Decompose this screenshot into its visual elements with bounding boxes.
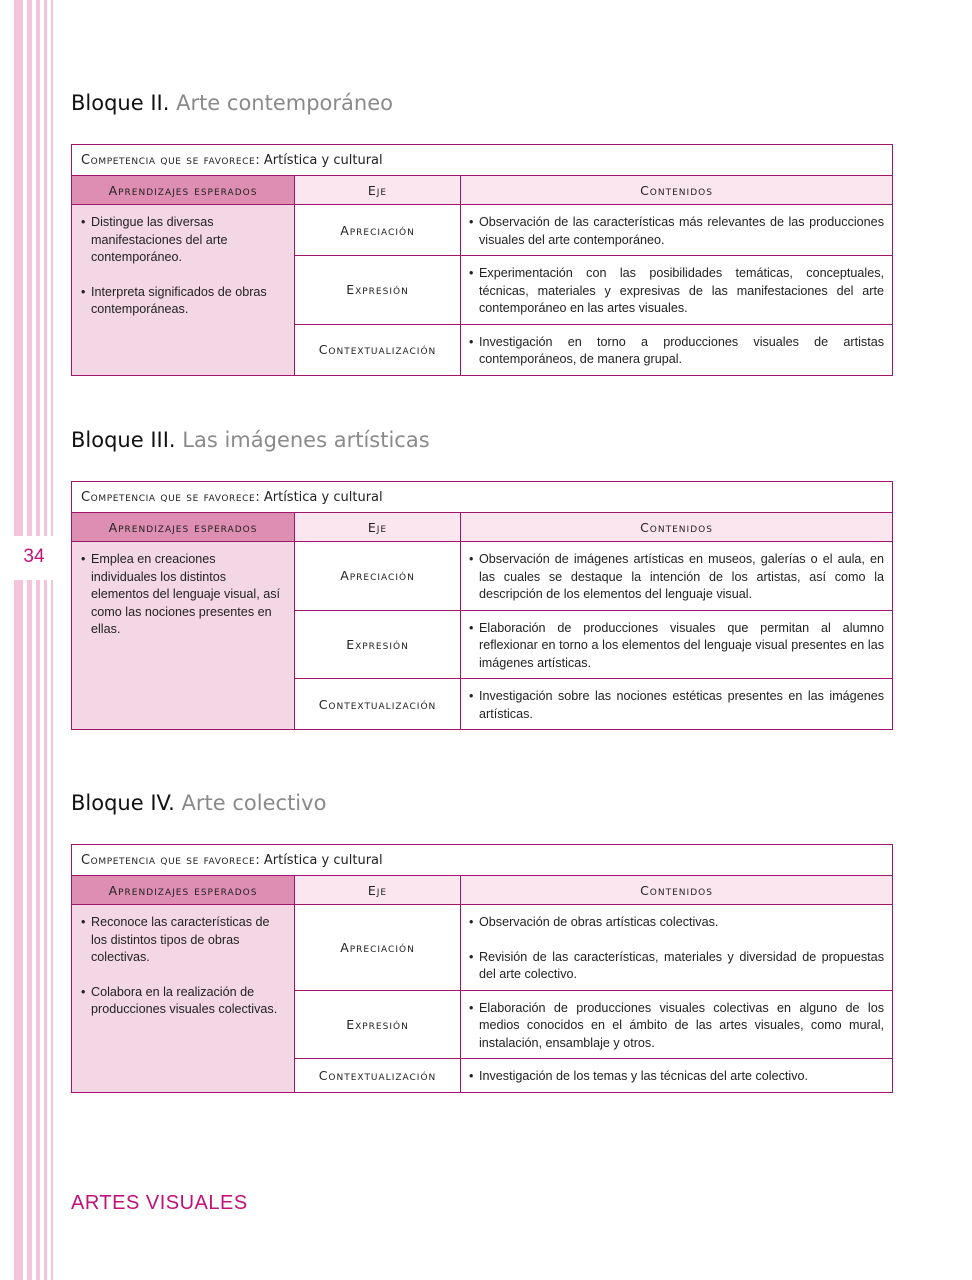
list-item: • Interpreta significados de obras contemporáneas. — [81, 284, 267, 316]
header-contenidos: Contenidos — [461, 876, 893, 905]
contenidos-cell — [461, 610, 893, 679]
aprendizajes-cell — [72, 905, 295, 1093]
eje-cell: Apreciación — [295, 205, 461, 256]
competencia-label: Competencia que se favorece — [81, 489, 256, 505]
list-item: • Revisión de las características, materiales y diversidad de propuestas del arte colectivo. — [469, 949, 884, 981]
list-item: • Elaboración de producciones visuales que permitan al alumno reflexionar en torno a los elementos del lenguaje visual presentes en las imágenes artísticas. — [469, 620, 884, 670]
contenidos-cell — [461, 256, 893, 325]
block-title — [71, 91, 393, 115]
block-subtitle: Arte colectivo — [181, 791, 327, 815]
block-title — [71, 428, 430, 452]
margin-stripes — [0, 0, 60, 1280]
eje-cell: Apreciación — [295, 542, 461, 611]
contenidos-cell — [461, 679, 893, 730]
header-aprendizajes: Aprendizajes esperados — [72, 176, 295, 205]
list-item: • Investigación sobre las nociones estéticas presentes en las imágenes artísticas. — [469, 689, 884, 721]
list-item: • Observación de las características más relevantes de las producciones visuales del arte contemporáneo. — [469, 215, 884, 247]
header-eje: Eje — [295, 513, 461, 542]
block-table — [71, 144, 893, 376]
list-item: • Elaboración de producciones visuales colectivas en alguno de los medios conocidos en el ámbito de las artes visuales, como mural, instalación, ensamblaje y otros. — [469, 1000, 884, 1050]
eje-cell: Apreciación — [295, 905, 461, 991]
header-contenidos: Contenidos — [461, 513, 893, 542]
contenidos-cell — [461, 990, 893, 1059]
list-item: • Emplea en creaciones individuales los distintos elementos del lenguaje visual, así como las nociones presentes en ellas. — [81, 552, 281, 636]
block-title — [71, 791, 326, 815]
eje-cell: Expresión — [295, 256, 461, 325]
block-subtitle: Las imágenes artísticas — [182, 428, 430, 452]
list-item: • Colabora en la realización de producciones visuales colectivas. — [81, 984, 278, 1016]
contenidos-cell — [461, 1059, 893, 1093]
header-aprendizajes: Aprendizajes esperados — [72, 513, 295, 542]
list-item: • Observación de obras artísticas colectivas. — [469, 915, 719, 929]
list-item: • Experimentación con las posibilidades temáticas, conceptuales, técnicas, materiales y expresivas de las manifestaciones del arte contemporáneo en las artes visuales. — [469, 266, 884, 315]
page-number: 34 — [23, 546, 45, 567]
competencia-row: Competencia que se favorece: Artística y cultural — [72, 845, 893, 876]
competencia-label: Competencia que se favorece — [81, 152, 256, 168]
competencia-row: Competencia que se favorece: Artística y cultural — [72, 145, 893, 176]
header-eje: Eje — [295, 176, 461, 205]
list-item: • Investigación en torno a producciones visuales de artistas contemporáneos, de manera grupal. — [469, 334, 884, 366]
eje-cell: Expresión — [295, 990, 461, 1059]
block-subtitle: Arte contemporáneo — [176, 91, 393, 115]
list-item: • Distingue las diversas manifestaciones del arte contemporáneo. — [81, 215, 228, 264]
competencia-value: Artística y cultural — [263, 489, 383, 505]
eje-cell: Contextualización — [295, 1059, 461, 1093]
header-contenidos: Contenidos — [461, 176, 893, 205]
list-item: • Observación de imágenes artísticas en museos, galerías o el aula, en las cuales se destaque la intención de los artistas, así como la descripción de los elementos del lenguaje visual. — [469, 552, 884, 601]
contenidos-cell — [461, 205, 893, 256]
list-item: • Investigación de los temas y las técnicas del arte colectivo. — [469, 1069, 808, 1083]
eje-cell: Expresión — [295, 610, 461, 679]
eje-cell: Contextualización — [295, 679, 461, 730]
list-item: • Reconoce las características de los distintos tipos de obras colectivas. — [81, 915, 270, 964]
aprendizajes-cell — [72, 542, 295, 730]
header-aprendizajes: Aprendizajes esperados — [72, 876, 295, 905]
competencia-value: Artística y cultural — [263, 152, 383, 168]
block-table — [71, 481, 893, 730]
block-title-label: Bloque II. — [71, 91, 170, 115]
competencia-label: Competencia que se favorece — [81, 852, 256, 868]
contenidos-cell — [461, 905, 893, 991]
competencia-row: Competencia que se favorece: Artística y cultural — [72, 482, 893, 513]
footer-title: ARTES VISUALES — [71, 1192, 248, 1214]
aprendizajes-cell — [72, 205, 295, 376]
block-title-label: Bloque III. — [71, 428, 176, 452]
contenidos-cell — [461, 542, 893, 611]
eje-cell: Contextualización — [295, 324, 461, 375]
competencia-value: Artística y cultural — [263, 852, 383, 868]
header-eje: Eje — [295, 876, 461, 905]
contenidos-cell — [461, 324, 893, 375]
block-title-label: Bloque IV. — [71, 791, 175, 815]
block-table — [71, 844, 893, 1093]
